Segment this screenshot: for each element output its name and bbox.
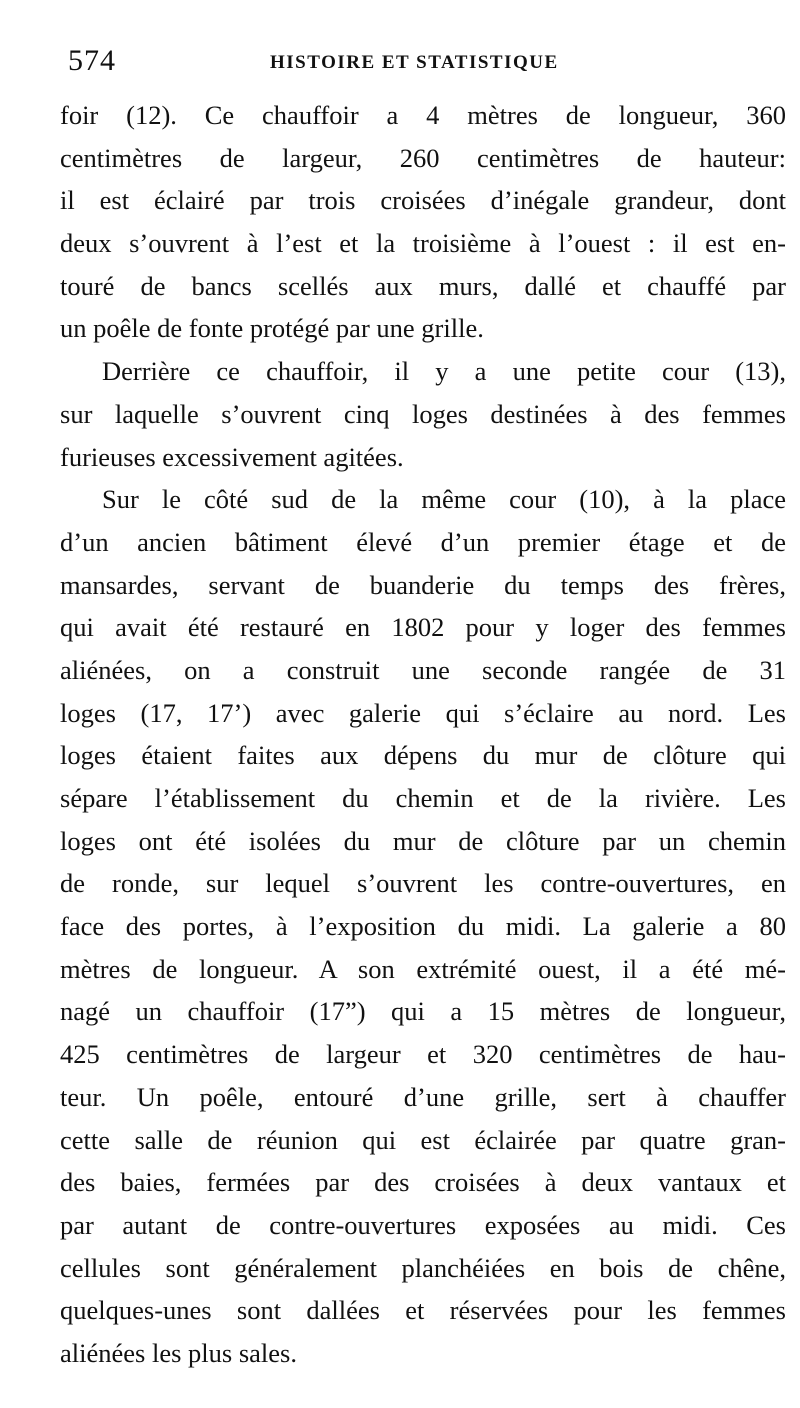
page-number: 574 [68, 44, 116, 77]
text-line: foir (12). Ce chauffoir a 4 mètres de longueur, 360 [60, 100, 786, 130]
text-line: aliénées les plus sales. [60, 1337, 297, 1368]
text-line: cette salle de réunion qui est éclairée par quatre gran- [60, 1124, 786, 1155]
text-line: par autant de contre-ouvertures exposées au midi. Ces [60, 1209, 786, 1240]
text-line: cellules sont généralement planchéiées en bois de chêne, [60, 1252, 786, 1283]
body-text [60, 94, 786, 1375]
text-line: loges ont été isolées du mur de clôture par un chemin [60, 825, 786, 856]
text-line: touré de bancs scellés aux murs, dallé et chauffé par [60, 270, 786, 301]
text-line: des baies, fermées par des croisées à deux vantaux et [60, 1167, 786, 1198]
text-line: sépare l’établissement du chemin et de la rivière. Les [60, 783, 786, 813]
text-line: Sur le côté sud de la même cour (10), à la place [102, 484, 786, 515]
text-line: aliénées, on a construit une seconde rangée de 31 [60, 654, 786, 685]
text-line: 425 centimètres de largeur et 320 centimètres de hau- [60, 1039, 786, 1070]
text-line: mètres de longueur. A son extrémité ouest, il a été mé- [60, 953, 786, 984]
text-line: qui avait été restauré en 1802 pour y loger des femmes [60, 612, 786, 643]
text-line: de ronde, sur lequel s’ouvrent les contre-ouvertures, en [60, 868, 786, 899]
text-line: sur laquelle s’ouvrent cinq loges destinées à des femmes [60, 398, 786, 429]
page-header [68, 44, 800, 84]
text-line: face des portes, à l’exposition du midi. La galerie a 80 [60, 911, 786, 942]
text-line: d’un ancien bâtiment élevé d’un premier étage et de [60, 526, 786, 557]
text-line: loges étaient faites aux dépens du mur de clôture qui [60, 740, 786, 771]
text-line: Derrière ce chauffoir, il y a une petite cour (13), [102, 356, 786, 387]
text-line: loges (17, 17’) avec galerie qui s’éclaire au nord. Les [60, 697, 786, 728]
text-line: mansardes, servant de buanderie du temps des frères, [60, 569, 786, 600]
text-line: il est éclairé par trois croisées d’inégale grandeur, dont [60, 185, 786, 216]
running-head: HISTOIRE ET STATISTIQUE [270, 52, 559, 73]
text-line: teur. Un poêle, entouré d’une grille, sert à chauffer [60, 1081, 786, 1112]
text-line: deux s’ouvrent à l’est et la troisième à l’ouest : il est en- [60, 228, 786, 259]
text-line: nagé un chauffoir (17”) qui a 15 mètres de longueur, [60, 996, 786, 1027]
text-line: centimètres de largeur, 260 centimètres de hauteur: [60, 142, 786, 173]
text-line: un poêle de fonte protégé par une grille. [60, 313, 484, 344]
text-line: furieuses excessivement agitées. [60, 441, 404, 472]
text-line: quelques-unes sont dallées et réservées pour les femmes [60, 1295, 786, 1326]
